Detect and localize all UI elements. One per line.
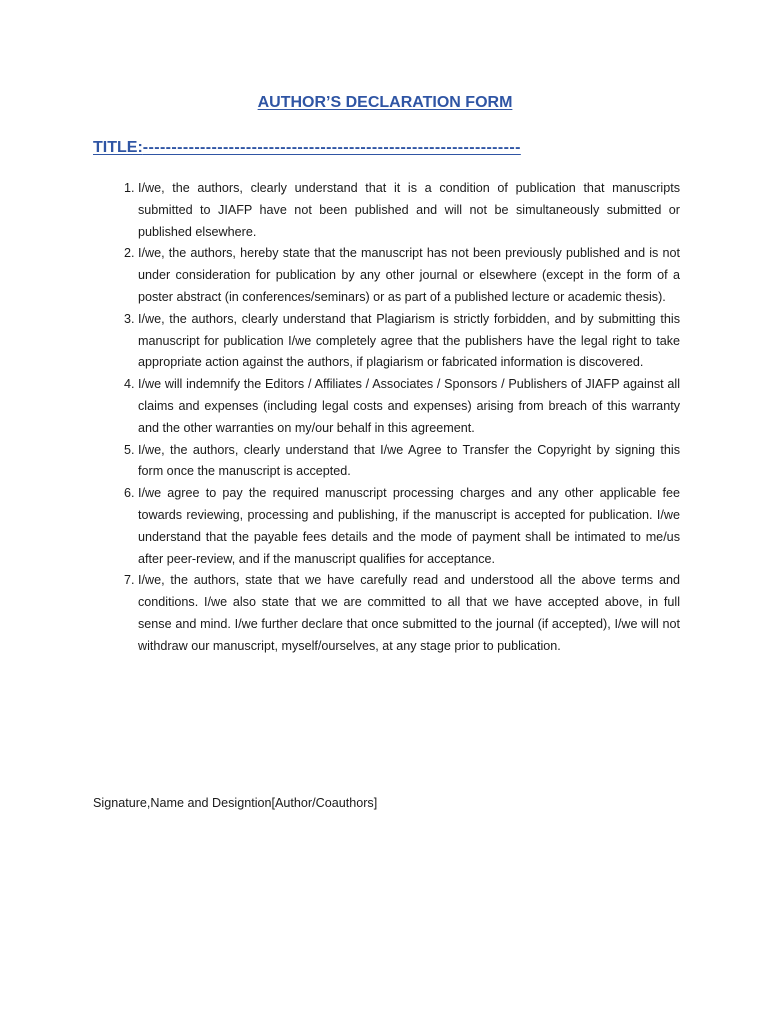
- title-field[interactable]: [93, 139, 693, 157]
- declaration-item-6: 6. I/we agree to pay the required manuscript processing charges and any other applicable fee towards reviewing, processing and publishing, if the manuscript is accepted for publication. I/we understand that the payable fees details and the mode of payment shall be intimated to me/us after peer-review, and if the manuscript qualifies for acceptance.: [138, 483, 680, 570]
- declaration-list: [110, 178, 680, 658]
- declaration-item-1: 1. I/we, the authors, clearly understand that it is a condition of publication that manuscripts submitted to JIAFP have not been published and will not be simultaneously submitted or published elsewhere.: [138, 178, 680, 243]
- title-blank-line: ------------------------------------------------------------------: [142, 139, 521, 156]
- signature-label: Signature,Name and Designtion[Author/Coauthors]: [93, 796, 378, 810]
- declaration-item-3: 3. I/we, the authors, clearly understand that Plagiarism is strictly forbidden, and by submitting this manuscript for publication I/we completely agree that the publishers have the legal right to take appropriate action against the authors, if plagiarism or fabricated information is discovered.: [138, 309, 680, 374]
- declaration-item-4: 4. I/we will indemnify the Editors / Affiliates / Associates / Sponsors / Publishers of JIAFP against all claims and expenses (including legal costs and expenses) arising from breach of this warranty and the other warranties on my/our behalf in this agreement.: [138, 374, 680, 439]
- title-label: TITLE:: [93, 139, 143, 156]
- form-heading: AUTHOR’S DECLARATION FORM: [257, 94, 513, 111]
- declaration-item-2: 2. I/we, the authors, hereby state that the manuscript has not been previously published and is not under consideration for publication by any other journal or elsewhere (except in the form of a poster abstract (in conferences/seminars) or as part of a published lecture or academic thesis).: [138, 243, 680, 308]
- declaration-item-5: 5. I/we, the authors, clearly understand that I/we Agree to Transfer the Copyright by signing this form once the manuscript is accepted.: [138, 440, 680, 484]
- declaration-item-7: 7. I/we, the authors, state that we have carefully read and understood all the above terms and conditions. I/we also state that we are committed to all that we have accepted above, in full sense and mind. I/we further declare that once submitted to the journal (if accepted), I/we will not withdraw our manuscript, myself/ourselves, at any stage prior to publication.: [138, 570, 680, 657]
